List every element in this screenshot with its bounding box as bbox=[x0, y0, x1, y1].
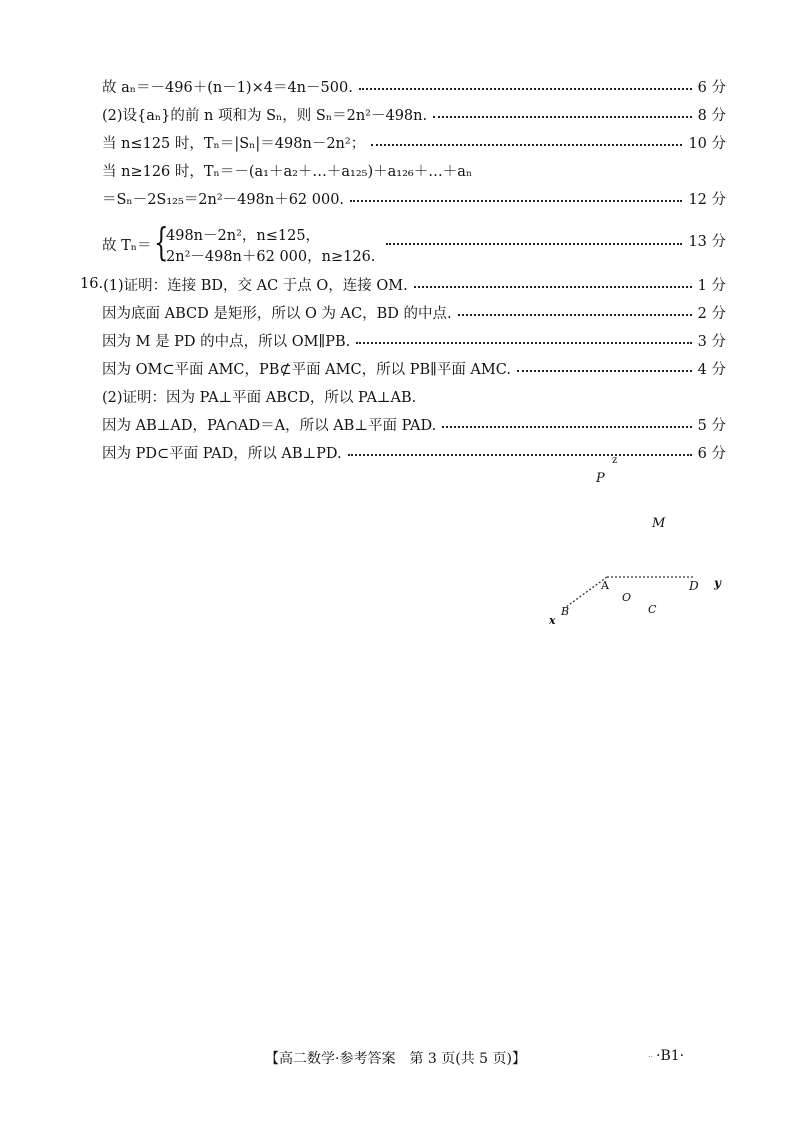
footer-mark: .. bbox=[648, 1050, 654, 1059]
score-label: 8 分 bbox=[697, 107, 726, 124]
label-p: P bbox=[596, 471, 605, 486]
answer-line-5 bbox=[102, 185, 726, 211]
answer-line-4 bbox=[102, 157, 726, 183]
answer-text: 因为 PD⊂平面 PAD，所以 AB⊥PD. bbox=[102, 445, 342, 462]
score-label: 6 分 bbox=[697, 445, 726, 462]
answer-text: 因为底面 ABCD 是矩形，所以 O 为 AC，BD 的中点. bbox=[102, 305, 452, 322]
answer-text: (1)证明：连接 BD，交 AC 于点 O，连接 OM. bbox=[103, 277, 408, 294]
score-label: 10 分 bbox=[688, 135, 726, 152]
label-c: C bbox=[648, 603, 657, 616]
q16-line-6 bbox=[102, 411, 726, 437]
leader-dots bbox=[442, 426, 691, 428]
answer-text: 当 n≥126 时，Tₙ＝－(a₁＋a₂＋…＋a₁₂₅)＋a₁₂₆＋…＋aₙ bbox=[102, 163, 473, 180]
leader-dots bbox=[386, 243, 682, 245]
score-label: 5 分 bbox=[697, 417, 726, 434]
leader-dots bbox=[371, 144, 682, 146]
answer-text: ＝Sₙ－2S₁₂₅＝2n²－498n＋62 000. bbox=[102, 191, 345, 208]
answer-text: 因为 AB⊥AD，PA∩AD＝A，所以 AB⊥平面 PAD. bbox=[102, 417, 437, 434]
geometry-figure bbox=[540, 455, 740, 635]
leader-dots bbox=[414, 286, 692, 288]
q16-line-4 bbox=[102, 355, 726, 381]
score-label: 12 分 bbox=[688, 191, 726, 208]
leader-dots bbox=[517, 370, 692, 372]
leader-dots bbox=[356, 342, 691, 344]
label-m: M bbox=[652, 516, 666, 531]
leader-dots bbox=[458, 314, 692, 316]
label-b: B bbox=[561, 605, 570, 618]
figure-lines bbox=[540, 455, 740, 635]
q16-line-1 bbox=[80, 271, 726, 297]
answer-text: 因为 OM⊂平面 AMC，PB⊄平面 AMC，所以 PB∥平面 AMC. bbox=[102, 361, 511, 378]
piecewise-case-1: 498n－2n²，n≤125， bbox=[166, 228, 321, 244]
question-number: 16. bbox=[80, 276, 104, 292]
answer-line-1 bbox=[102, 73, 726, 99]
leader-dots bbox=[350, 200, 682, 202]
q16-line-5 bbox=[102, 383, 726, 409]
footer-page-info: 【高二数学·参考答案 第 3 页(共 5 页)】 bbox=[265, 1051, 526, 1067]
answer-text: (2)证明：因为 PA⊥平面 ABCD，所以 PA⊥AB. bbox=[102, 389, 417, 406]
answer-text: 故 aₙ＝－496＋(n－1)×4＝4n－500. bbox=[102, 79, 353, 96]
label-a: A bbox=[601, 579, 609, 592]
score-label: 3 分 bbox=[697, 333, 726, 350]
q16-line-2 bbox=[102, 299, 726, 325]
answer-text: (2)设{aₙ}的前 n 项和为 Sₙ，则 Sₙ＝2n²－498n. bbox=[102, 107, 428, 124]
label-x: x bbox=[549, 614, 556, 627]
brace-symbol: { bbox=[154, 220, 169, 264]
score-label: 1 分 bbox=[697, 277, 726, 294]
q16-line-3 bbox=[102, 327, 726, 353]
score-label: 2 分 bbox=[697, 305, 726, 322]
piecewise-score-row bbox=[386, 230, 726, 251]
piecewise-result bbox=[102, 220, 726, 265]
leader-dots bbox=[433, 116, 692, 118]
score-label: 13 分 bbox=[688, 234, 726, 250]
answer-text: 因为 M 是 PD 的中点，所以 OM∥PB. bbox=[102, 333, 351, 350]
answer-text: 当 n≤125 时，Tₙ＝|Sₙ|＝498n－2n²； bbox=[102, 135, 366, 152]
leader-dots bbox=[359, 88, 692, 90]
score-label: 6 分 bbox=[697, 79, 726, 96]
answer-line-3 bbox=[102, 129, 726, 155]
label-o: O bbox=[622, 591, 632, 604]
page-footer bbox=[0, 1048, 800, 1072]
piecewise-case-2: 2n²－498n＋62 000，n≥126. bbox=[166, 249, 376, 265]
piecewise-lead: 故 Tₙ＝ bbox=[102, 238, 152, 254]
footer-code: ·B1· bbox=[656, 1048, 685, 1064]
label-y: y bbox=[714, 576, 721, 590]
score-label: 4 分 bbox=[697, 361, 726, 378]
label-d: D bbox=[689, 579, 699, 593]
answer-line-2 bbox=[102, 101, 726, 127]
label-z: z bbox=[612, 455, 618, 466]
